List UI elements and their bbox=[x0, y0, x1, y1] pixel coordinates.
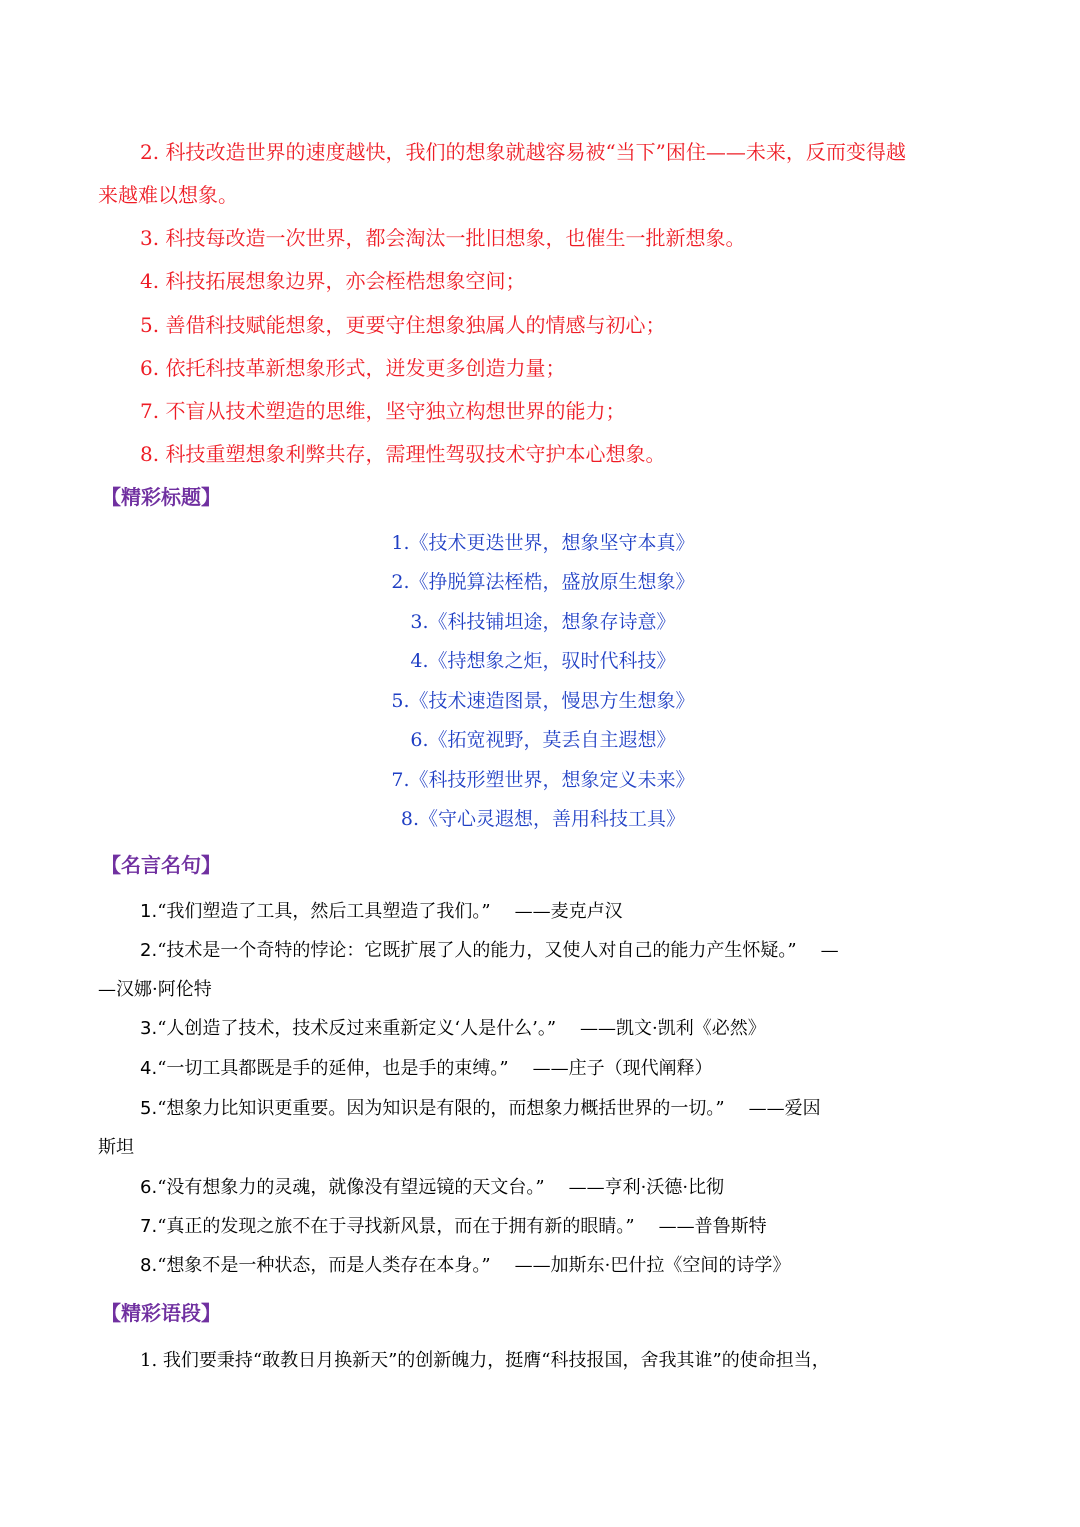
quote-text: “想象不是一种状态，而是人类存在本身。” bbox=[157, 1255, 491, 1276]
point-4: 4. 科技拓展想象边界，亦会桎梏想象空间； bbox=[140, 269, 526, 293]
title-item: 6.《拓宽视野，莫丢自主遐想》 bbox=[410, 729, 676, 751]
title-item: 2.《挣脱算法桎梏，盛放原生想象》 bbox=[391, 571, 695, 593]
quote-number: 6. bbox=[140, 1177, 158, 1198]
quote-number: 1. bbox=[140, 901, 158, 922]
quote-author: ——普鲁斯特 bbox=[658, 1216, 767, 1237]
quote-number: 5. bbox=[140, 1098, 158, 1119]
point-3: 3. 科技每改造一次世界，都会淘汰一批旧想象，也催生一批新想象。 bbox=[140, 226, 746, 250]
title-item: 5.《技术速造图景，慢思方生想象》 bbox=[391, 690, 695, 712]
quote-author: ——加斯东·巴什拉《空间的诗学》 bbox=[514, 1255, 791, 1276]
quote-text: “人创造了技术，技术反过来重新定义‘人是什么’。” bbox=[157, 1018, 557, 1039]
quote-author: — bbox=[820, 940, 839, 961]
quote-author-continued: 斯坦 bbox=[98, 1137, 134, 1158]
quote-item bbox=[140, 1094, 988, 1124]
quote-author: ——凯文·凯利《必然》 bbox=[580, 1018, 766, 1039]
quote-number: 7. bbox=[140, 1216, 158, 1237]
quote-item bbox=[140, 897, 988, 927]
quote-item bbox=[140, 1173, 988, 1203]
point-5: 5. 善借科技赋能想象，更要守住想象独属人的情感与初心； bbox=[140, 313, 666, 337]
title-item: 1.《技术更迭世界，想象坚守本真》 bbox=[391, 532, 695, 554]
section-heading-paragraphs: 【精彩语段】 bbox=[101, 1301, 221, 1325]
quote-number: 4. bbox=[140, 1058, 158, 1079]
point-6: 6. 依托科技革新想象形式，迸发更多创造力量； bbox=[140, 356, 566, 380]
paragraph-line: 1. 我们要秉持“敢教日月换新天”的创新魄力，挺膺“科技报国，舍我其谁”的使命担当， bbox=[140, 1350, 830, 1371]
quote-number: 2. bbox=[140, 940, 158, 961]
point-8: 8. 科技重塑想象利弊共存，需理性驾驭技术守护本心想象。 bbox=[140, 442, 666, 466]
quote-number: 8. bbox=[140, 1255, 158, 1276]
quote-item bbox=[140, 1014, 988, 1044]
quote-author: ——麦克卢汉 bbox=[514, 901, 623, 922]
point-2-line2: 来越难以想象。 bbox=[98, 183, 238, 207]
quote-item bbox=[140, 1212, 988, 1242]
quote-author: ——庄子（现代阐释） bbox=[532, 1058, 713, 1079]
title-item: 7.《科技形塑世界，想象定义未来》 bbox=[391, 769, 695, 791]
quote-author-continued: —汉娜·阿伦特 bbox=[98, 979, 212, 1000]
quote-number: 3. bbox=[140, 1018, 158, 1039]
quote-text: “一切工具都既是手的延伸，也是手的束缚。” bbox=[157, 1058, 509, 1079]
quote-text: “我们塑造了工具，然后工具塑造了我们。” bbox=[157, 901, 491, 922]
quote-text: “真正的发现之旅不在于寻找新风景，而在于拥有新的眼睛。” bbox=[157, 1216, 635, 1237]
section-heading-titles: 【精彩标题】 bbox=[101, 485, 221, 509]
quote-text: “技术是一个奇特的悖论：它既扩展了人的能力，又使人对自己的能力产生怀疑。” bbox=[157, 940, 797, 961]
quote-item bbox=[140, 1054, 988, 1084]
quote-item bbox=[140, 936, 988, 966]
quote-text: “想象力比知识更重要。因为知识是有限的，而想象力概括世界的一切。” bbox=[157, 1098, 725, 1119]
point-7: 7. 不盲从技术塑造的思维，坚守独立构想世界的能力； bbox=[140, 399, 626, 423]
quote-text: “没有想象力的灵魂，就像没有望远镜的天文台。” bbox=[157, 1177, 545, 1198]
section-heading-quotes: 【名言名句】 bbox=[101, 853, 221, 877]
title-item: 3.《科技铺坦途，想象存诗意》 bbox=[410, 611, 676, 633]
title-item: 8.《守心灵遐想，善用科技工具》 bbox=[400, 808, 686, 830]
quote-author: ——爱因 bbox=[748, 1098, 821, 1119]
quote-author: ——亨利·沃德·比彻 bbox=[568, 1177, 725, 1198]
quote-item bbox=[140, 1251, 988, 1281]
title-item: 4.《持想象之炬，驭时代科技》 bbox=[410, 650, 676, 672]
point-2-line1: 2. 科技改造世界的速度越快，我们的想象就越容易被“当下”困住——未来，反而变得越 bbox=[140, 140, 906, 164]
